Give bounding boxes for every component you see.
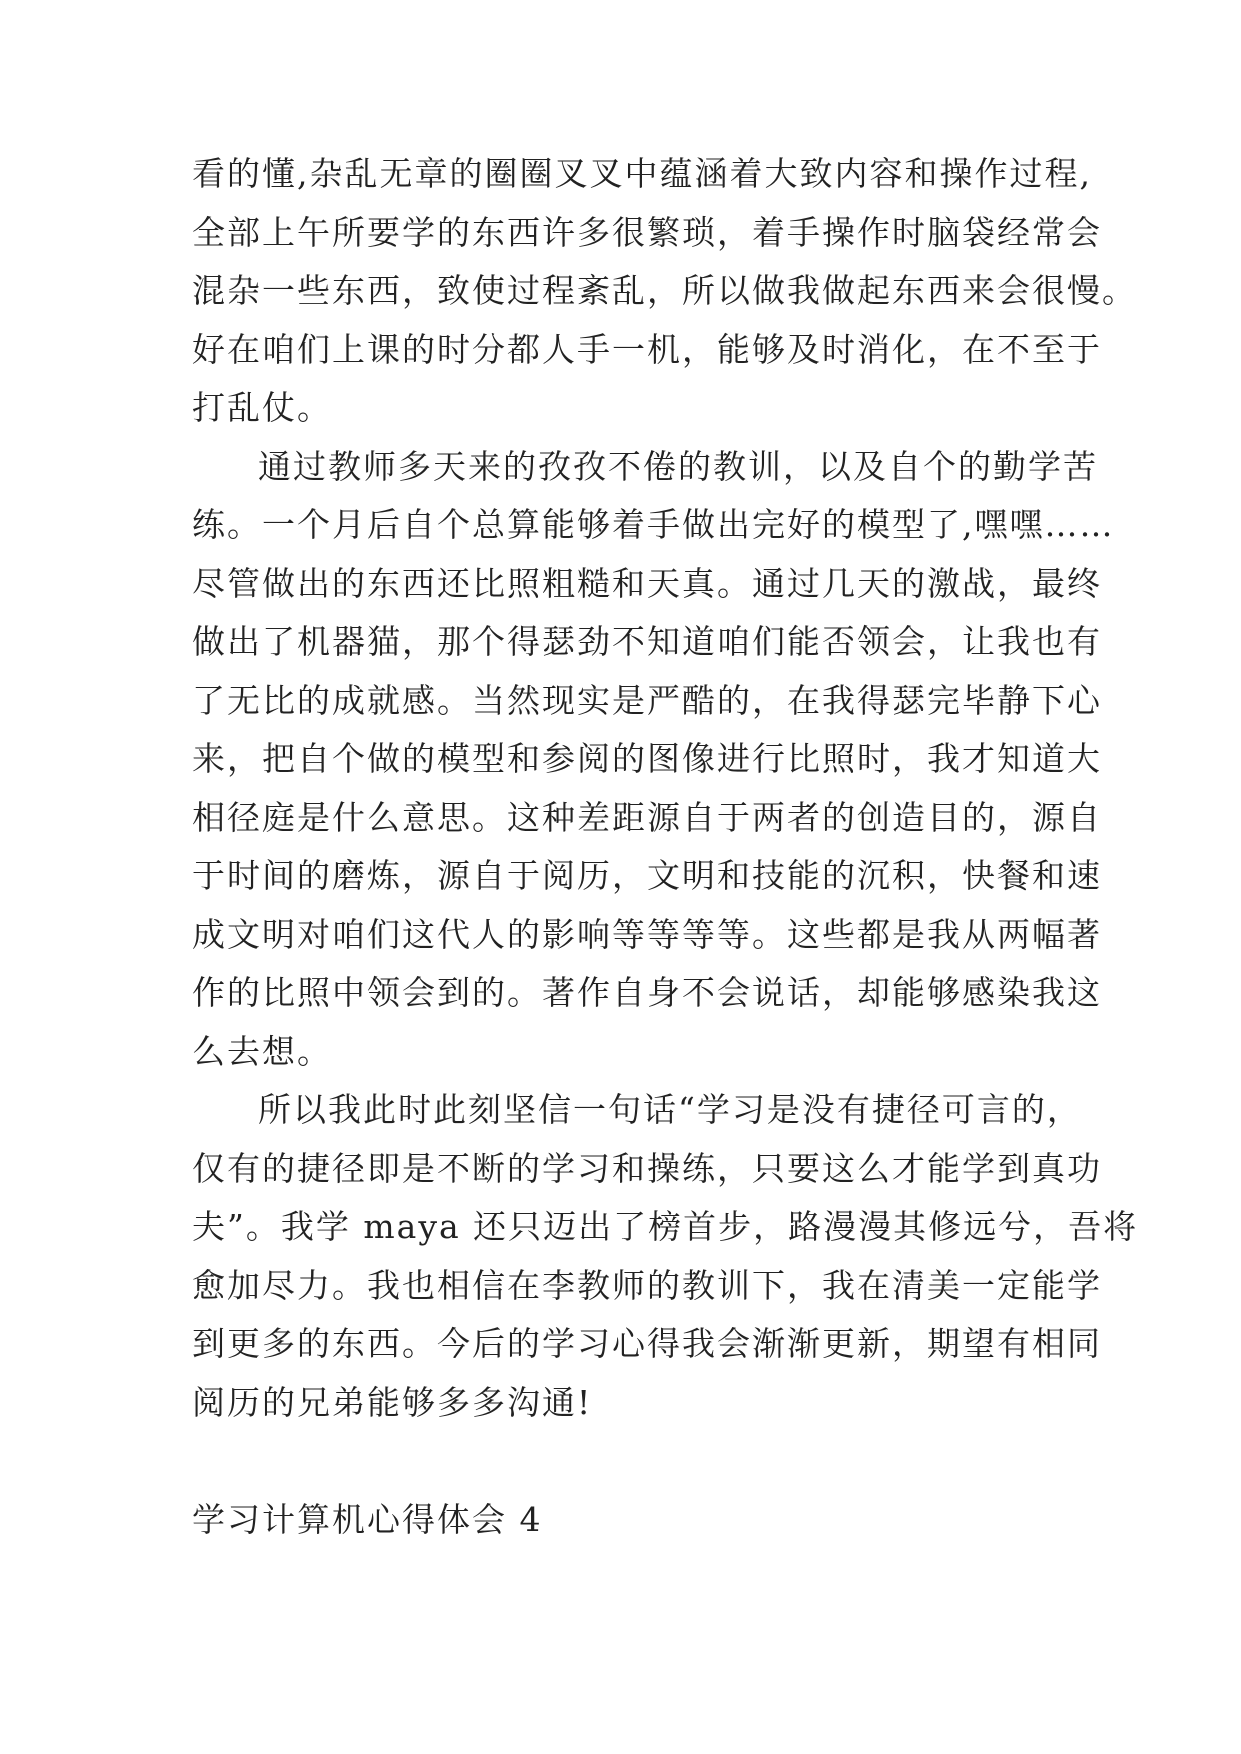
- text-line: 相径庭是什么意思。这种差距源自于两者的创造目的，源自: [192, 797, 1102, 837]
- section-heading: 学习计算机心得体会 4: [192, 1499, 543, 1539]
- text-line: 了无比的成就感。当然现实是严酷的，在我得瑟完毕静下心: [192, 680, 1102, 720]
- text-line: 打乱仗。: [192, 388, 332, 427]
- text-line: 练。一个月后自个总算能够着手做出完好的模型了,嘿嘿……: [192, 505, 1115, 544]
- paragraph-1: [192, 145, 1137, 438]
- paragraph-3: [192, 1081, 1139, 1432]
- text-line: 尽管做出的东西还比照粗糙和天真。通过几天的激战，最终: [192, 563, 1102, 603]
- text-line: 愈加尽力。我也相信在李教师的教训下，我在清美一定能学: [192, 1265, 1102, 1305]
- text-line: 于时间的磨炼，源自于阅历，文明和技能的沉积，快餐和速: [192, 856, 1102, 895]
- text-line: 看的懂,杂乱无章的圈圈叉叉中蕴涵着大致内容和操作过程,: [192, 154, 1092, 193]
- document-body: [192, 145, 1139, 1549]
- text-line: 么去想。: [192, 1031, 332, 1071]
- text-line: 夫”。我学 maya 还只迈出了榜首步，路漫漫其修远兮，吾将: [192, 1207, 1139, 1246]
- text-line: 所以我此时此刻坚信一句话“学习是没有捷径可言的，: [258, 1090, 1082, 1129]
- text-line: 到更多的东西。今后的学习心得我会渐渐更新，期望有相同: [192, 1324, 1102, 1363]
- text-line: 做出了机器猫，那个得瑟劲不知道咱们能否领会，让我也有: [192, 622, 1102, 661]
- text-line: 成文明对咱们这代人的影响等等等等。这些都是我从两幅著: [192, 914, 1102, 954]
- text-line: 来，把自个做的模型和参阅的图像进行比照时，我才知道大: [192, 739, 1102, 778]
- text-line: 作的比照中领会到的。著作自身不会说话，却能够感染我这: [192, 973, 1102, 1012]
- text-line: 混杂一些东西，致使过程紊乱，所以做我做起东西来会很慢。: [192, 271, 1137, 310]
- text-line: 仅有的捷径即是不断的学习和操练，只要这么才能学到真功: [192, 1148, 1102, 1188]
- paragraph-2: [192, 438, 1115, 1082]
- text-line: 阅历的兄弟能够多多沟通!: [192, 1382, 593, 1422]
- text-line: 全部上午所要学的东西许多很繁琐，着手操作时脑袋经常会: [192, 212, 1102, 252]
- text-line: 好在咱们上课的时分都人手一机，能够及时消化，在不至于: [192, 329, 1102, 369]
- text-line: 通过教师多天来的孜孜不倦的教训，以及自个的勤学苦: [258, 446, 1098, 486]
